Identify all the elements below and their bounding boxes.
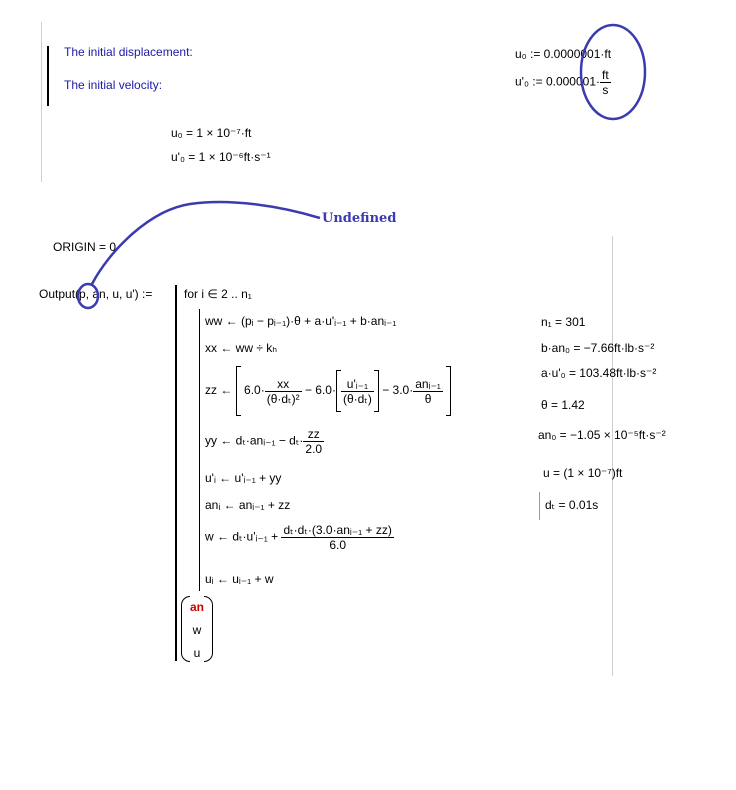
a-u0-prime-value: a·u'₀ = 103.48ft·lb·s⁻² [541, 366, 657, 380]
units-circle [581, 25, 645, 119]
zz-lhs: zz ← [205, 383, 233, 398]
zz-term-3-coef: − 3.0· [382, 383, 414, 398]
undefined-arrow-curve [92, 202, 320, 284]
u0-result: u₀ = 1 × 10⁻⁷·ft [171, 126, 252, 140]
u-update: uᵢ ← uᵢ₋₁ + w [205, 572, 274, 586]
u-prime-update: u'ᵢ ← u'ᵢ₋₁ + yy [205, 471, 282, 485]
yy-fraction: $\frac{zz}{2.0}$ [305, 427, 323, 456]
an0-value: an₀ = −1.05 × 10⁻⁵ft·s⁻² [538, 428, 666, 442]
zz-fraction-1: $\frac{xx}{\text{(θ·dₜ)²}}$ [266, 376, 300, 406]
origin-setting[interactable]: ORIGIN = 0 [53, 240, 117, 254]
ww-assignment: ww ← (pᵢ − pᵢ₋₁)·θ + a·u'ᵢ₋₁ + b·anᵢ₋₁ [205, 314, 397, 328]
yy-lhs: yy ← dₜ·anᵢ₋₁ − dₜ· [205, 433, 304, 448]
u-vector-value: u = (1 × 10⁻⁷)ft [543, 466, 623, 480]
undefined-annotation: Undefined [322, 211, 397, 226]
b-an0-value: b·an₀ = −7.66ft·lb·s⁻² [541, 341, 655, 355]
zz-term-2-coef: − 6.0· [304, 383, 336, 398]
for-loop-header: for i ∈ 2 .. n₁ [184, 287, 252, 301]
theta-value: θ = 1.42 [541, 398, 585, 412]
zz-fraction-3: $\frac{\text{anᵢ₋₁}}{\theta}$ [415, 376, 441, 406]
output-function-signature[interactable]: Output(p, an, u, u') := [39, 287, 153, 301]
zz-coef-1: 6.0· [244, 383, 265, 398]
u0-definition[interactable]: u₀ := 0.0000001·ft [515, 47, 612, 61]
vector-element-w: w [192, 623, 202, 637]
w-fraction: $\frac{\text{dₜ·dₜ·(3.0·anᵢ₋₁ + zz)}}{6.0}$ [283, 523, 392, 552]
an-update: anᵢ ← anᵢ₋₁ + zz [205, 498, 291, 512]
u0-prime-result: u'₀ = 1 × 10⁻⁶ft·s⁻¹ [171, 150, 271, 164]
dt-value: dₜ = 0.01s [545, 498, 599, 512]
u0-prime-def-left: u'₀ := 0.000001· [515, 74, 601, 89]
zz-fraction-2: $\frac{\text{u'ᵢ₋₁}}{\text{(θ·dₜ)}}$ [342, 376, 372, 406]
vector-element-u: u [193, 646, 201, 660]
ft-per-s-fraction: $\frac{ft}{s}$ [602, 68, 609, 97]
n1-value: n₁ = 301 [541, 315, 586, 329]
initial-velocity-label: The initial velocity: [64, 78, 163, 92]
w-lhs: w ← dₜ·u'ᵢ₋₁ + [205, 529, 279, 544]
initial-displacement-label: The initial displacement: [64, 45, 193, 59]
vector-element-an: an [189, 600, 204, 614]
p-argument-circle [78, 284, 98, 308]
xx-assignment: xx ← ww ÷ kₕ [205, 341, 278, 355]
